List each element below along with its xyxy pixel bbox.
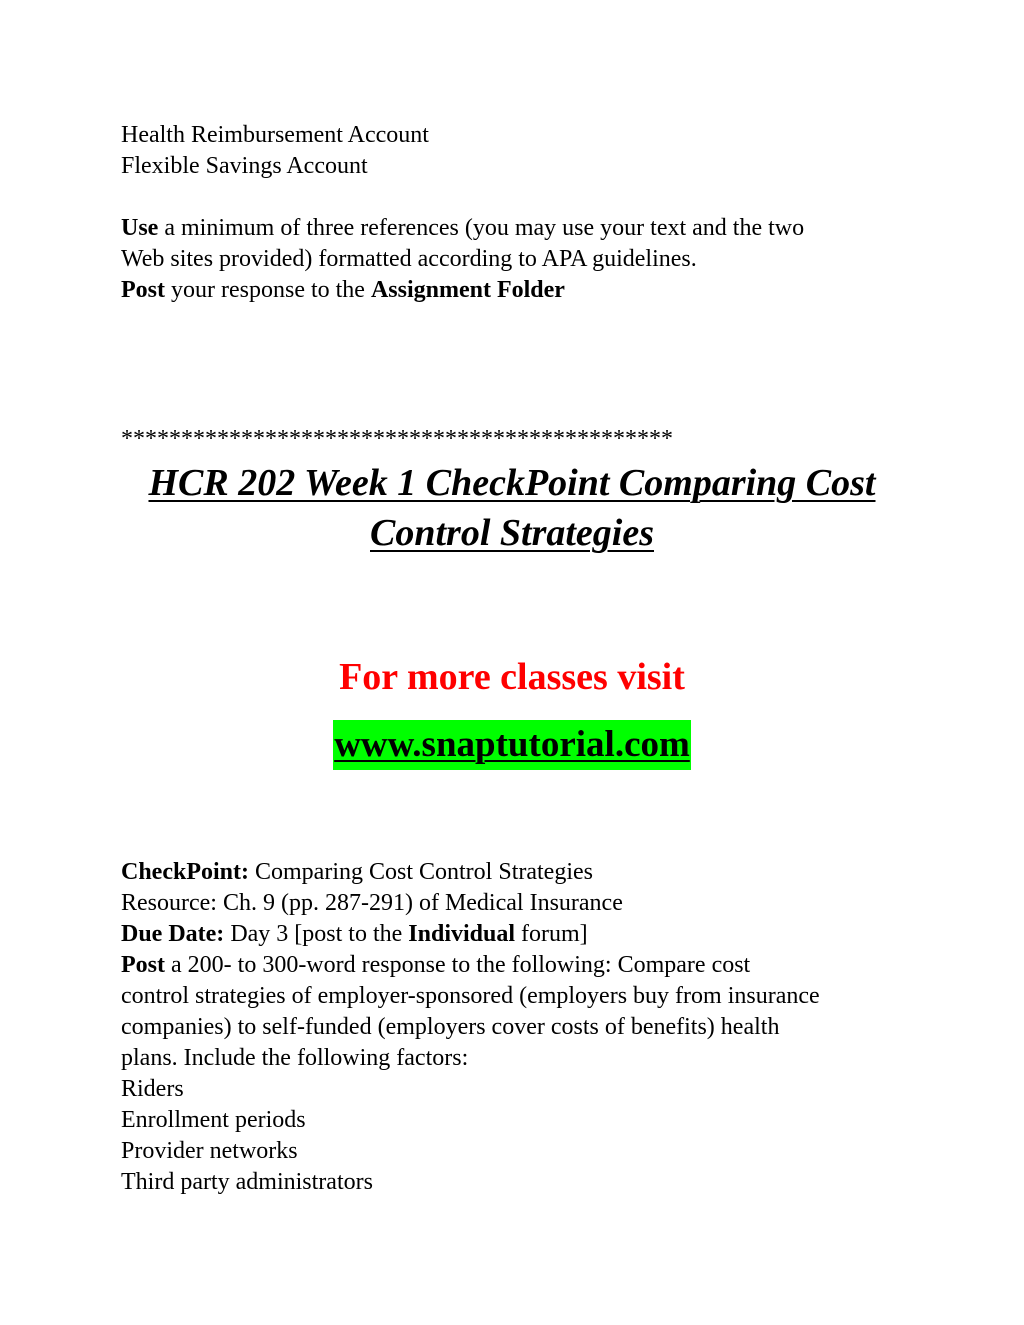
- due-date-line: [121, 919, 911, 950]
- checkpoint-details: [121, 857, 911, 1198]
- post-line-2: control strategies of employer-sponsored (employers buy from insurance: [121, 983, 820, 1009]
- individual-forum-label: Individual: [408, 921, 516, 947]
- factor-item: Riders: [121, 1076, 184, 1102]
- checkpoint-label: CheckPoint:: [121, 859, 249, 885]
- instruction-use-line: [121, 213, 911, 244]
- factor-item: Enrollment periods: [121, 1107, 306, 1133]
- instructions-paragraph: [121, 213, 911, 306]
- list-item: Flexible Savings Account: [121, 153, 368, 179]
- promo-headline: For more classes visit: [339, 656, 685, 698]
- account-type-list: [121, 120, 911, 182]
- title-line-1: HCR 202 Week 1 CheckPoint Comparing Cost: [148, 462, 876, 504]
- factor-item: Provider networks: [121, 1138, 298, 1164]
- factor-item: Third party administrators: [121, 1169, 373, 1195]
- list-item: Health Reimbursement Account: [121, 122, 429, 148]
- due-date-text: Day 3 [post to the: [224, 921, 409, 947]
- post-line-4: plans. Include the following factors:: [121, 1045, 469, 1071]
- instruction-use-line-2: Web sites provided) formatted according to APA guidelines.: [121, 246, 697, 272]
- site-link-wrapper: [0, 720, 1024, 770]
- title-line-2: Control Strategies: [370, 512, 654, 554]
- post-label: Post: [121, 952, 165, 978]
- post-text: a 200- to 300-word response to the following: Compare cost: [165, 952, 751, 978]
- document-title: [100, 458, 924, 558]
- separator-line: **********************************************: [121, 426, 673, 452]
- due-date-end: forum]: [515, 921, 588, 947]
- use-text: a minimum of three references (you may use your text and the two: [158, 215, 805, 241]
- instruction-post-line: [121, 275, 911, 306]
- post-line-1: [121, 950, 911, 981]
- post-line-3: companies) to self-funded (employers cover costs of benefits) health: [121, 1014, 780, 1040]
- site-link[interactable]: www.snaptutorial.com: [333, 720, 691, 770]
- post-text: your response to the: [165, 277, 371, 303]
- checkpoint-line: [121, 857, 911, 888]
- use-label: Use: [121, 215, 159, 241]
- post-label: Post: [121, 277, 165, 303]
- checkpoint-value: Comparing Cost Control Strategies: [249, 859, 593, 885]
- assignment-folder-label: Assignment Folder: [370, 277, 565, 303]
- resource-line: Resource: Ch. 9 (pp. 287-291) of Medical Insurance: [121, 890, 623, 916]
- due-date-label: Due Date:: [121, 921, 225, 947]
